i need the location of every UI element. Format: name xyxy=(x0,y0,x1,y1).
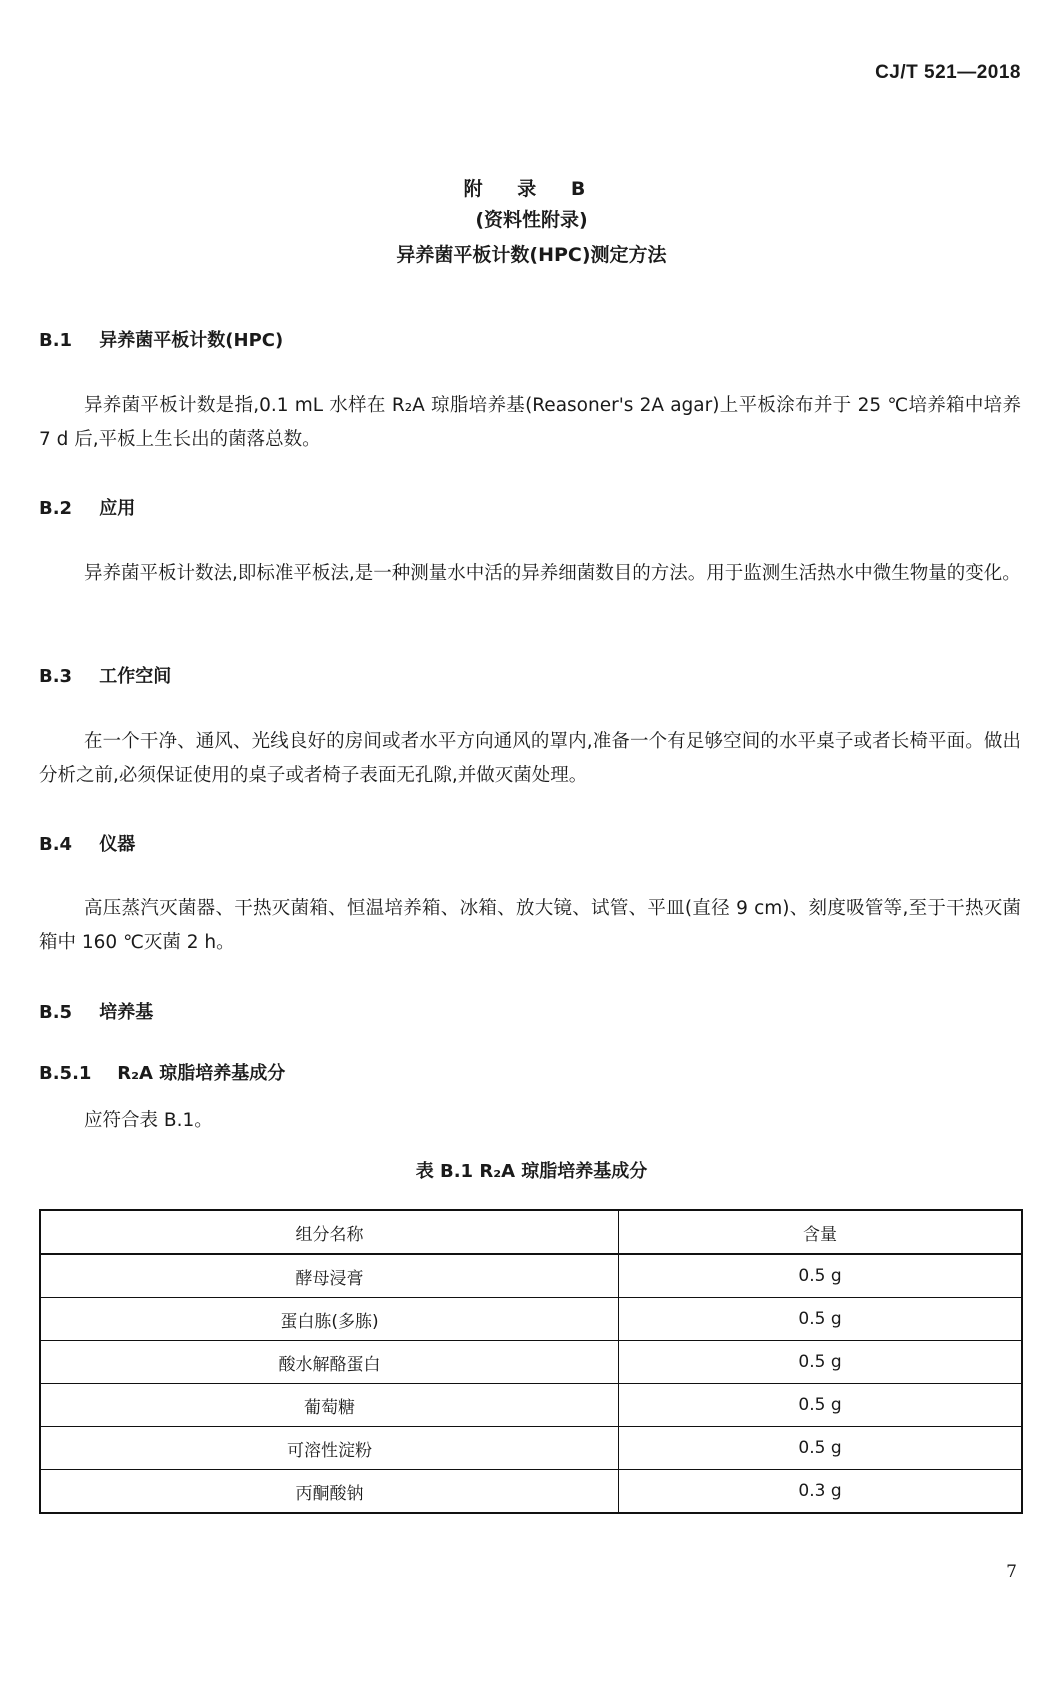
table-row xyxy=(40,1427,1022,1470)
section-title: 仪器 xyxy=(99,834,136,855)
table-row xyxy=(40,1470,1022,1514)
section-number: B.1 xyxy=(39,330,73,351)
amount-cell: 0.5 g xyxy=(619,1427,1023,1470)
section-title: 异养菌平板计数(HPC) xyxy=(99,330,284,351)
table-row xyxy=(40,1298,1022,1341)
table-header-row xyxy=(40,1210,1022,1254)
section-title: R₂A 琼脂培养基成分 xyxy=(117,1063,286,1084)
section-number: B.4 xyxy=(39,834,73,855)
section-number: B.3 xyxy=(39,666,73,687)
table-row xyxy=(40,1254,1022,1298)
section-heading-b2 xyxy=(39,494,135,520)
component-name-cell: 酵母浸膏 xyxy=(40,1254,619,1298)
paragraph-b3: 在一个干净、通风、光线良好的房间或者水平方向通风的罩内,准备一个有足够空间的水平桌子或者长椅平面。做出分析之前,必须保证使用的桌子或者椅子表面无孔隙,并做灭菌处理。 xyxy=(39,731,1021,786)
composition-table xyxy=(39,1209,1023,1514)
amount-cell: 0.3 g xyxy=(619,1470,1023,1514)
standard-code: CJ/T 521—2018 xyxy=(875,62,1021,83)
component-name-cell: 葡萄糖 xyxy=(40,1384,619,1427)
section-heading-b51 xyxy=(39,1059,285,1085)
component-name-cell: 酸水解酪蛋白 xyxy=(40,1341,619,1384)
paragraph-b51: 应符合表 B.1。 xyxy=(84,1110,213,1131)
table-row xyxy=(40,1384,1022,1427)
component-name-cell: 蛋白胨(多胨) xyxy=(40,1298,619,1341)
annex-title: 异养菌平板计数(HPC)测定方法 xyxy=(396,244,667,266)
section-number: B.5.1 xyxy=(39,1063,92,1084)
paragraph-b1: 异养菌平板计数是指,0.1 mL 水样在 R₂A 琼脂培养基(Reasoner's 2A agar)上平板涂布并于 25 ℃培养箱中培养 7 d 后,平板上生长出的菌落总数。 xyxy=(39,395,1021,450)
section-heading-b5 xyxy=(39,998,153,1024)
section-heading-b3 xyxy=(39,662,171,688)
section-number: B.2 xyxy=(39,498,73,519)
annex-label: 附 录 B xyxy=(463,178,600,200)
column-header-component: 组分名称 xyxy=(40,1210,619,1254)
column-header-amount: 含量 xyxy=(619,1210,1023,1254)
component-name-cell: 可溶性淀粉 xyxy=(40,1427,619,1470)
annex-type: (资料性附录) xyxy=(475,209,588,231)
amount-cell: 0.5 g xyxy=(619,1298,1023,1341)
table-caption: 表 B.1 R₂A 琼脂培养基成分 xyxy=(415,1161,648,1182)
section-title: 应用 xyxy=(99,498,136,519)
section-title: 培养基 xyxy=(99,1002,154,1023)
section-title: 工作空间 xyxy=(99,666,172,687)
section-heading-b1 xyxy=(39,326,283,352)
paragraph-b4: 高压蒸汽灭菌器、干热灭菌箱、恒温培养箱、冰箱、放大镜、试管、平皿(直径 9 cm)、刻度吸管等,至于干热灭菌箱中 160 ℃灭菌 2 h。 xyxy=(39,898,1021,953)
page-number: 7 xyxy=(1006,1562,1017,1582)
amount-cell: 0.5 g xyxy=(619,1254,1023,1298)
amount-cell: 0.5 g xyxy=(619,1341,1023,1384)
component-name-cell: 丙酮酸钠 xyxy=(40,1470,619,1514)
paragraph-b2: 异养菌平板计数法,即标准平板法,是一种测量水中活的异养细菌数目的方法。用于监测生活热水中微生物量的变化。 xyxy=(84,563,1021,584)
section-number: B.5 xyxy=(39,1002,73,1023)
table-row xyxy=(40,1341,1022,1384)
amount-cell: 0.5 g xyxy=(619,1384,1023,1427)
section-heading-b4 xyxy=(39,830,135,856)
